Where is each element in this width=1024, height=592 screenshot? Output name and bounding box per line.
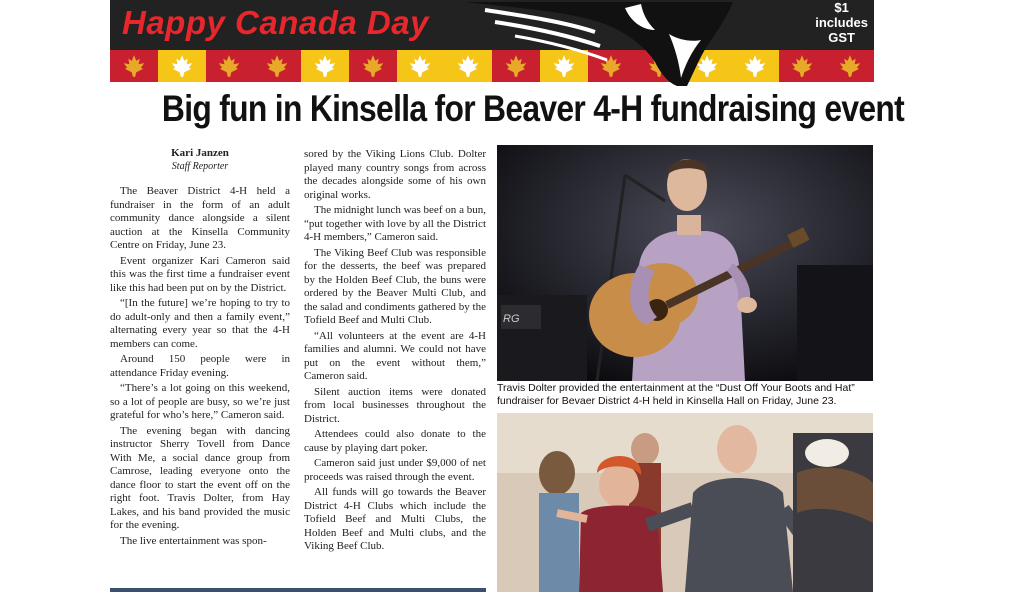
article-headline: Big fun in Kinsella for Beaver 4-H fundraising event [161,88,905,129]
byline [110,146,290,174]
paragraph: The midnight lunch was beef on a bun, “put together with love by all the District 4-H members,” Cameron said. [304,204,486,243]
leaf-tile [731,50,779,82]
maple-leaf-icon [743,54,767,78]
leaf-tile [206,50,254,82]
leaf-tile [779,50,827,82]
price-box [815,0,868,45]
maple-leaf-icon [217,54,241,78]
leaf-tile [826,50,874,82]
paragraph: The live entertainment was spon- [120,534,267,547]
maple-leaf-icon [265,54,289,78]
leaf-tile [158,50,206,82]
beaver-mascot-logo [455,0,735,88]
paragraph: Silent auction items were donated from local businesses throughout the District. [304,385,486,425]
paragraph: “[In the future] we’re hoping to try to do adult-only and then a family event,” alternating every year so that the 4-H members can come. [110,297,290,350]
paragraph: Cameron said just under $9,000 of net proceeds was raised through the event. [304,457,486,483]
paragraph: Attendees could also donate to the cause by playing dart poker. [304,428,486,454]
author-role: Staff Reporter [171,161,229,172]
paragraph: The evening began with dancing instructor Sherry Tovell from Dance With Me, a social dance group from Camrose, leading everyone onto the dance floor to start the event off on the right foot. Travis Dolter, from Hay Lakes, and his band provided the music for the evening. [110,424,290,531]
leaf-tile [349,50,397,82]
photo-caption: Travis Dolter provided the entertainment at the “Dust Off Your Boots and Hat” fundraiser for Bevaer District 4-H held in Kinsella Hall on Friday, June 23. [497,382,855,407]
photo-musician-performing [497,145,873,381]
maple-leaf-icon [408,54,432,78]
paragraph: Event organizer Kari Cameron said this was the first time a fundraiser event like this had been put on by the District. [110,254,290,294]
paragraph: Around 150 people were in attendance Friday evening. [110,353,290,379]
banner-title: Happy Canada Day [122,4,429,41]
leaf-tile [253,50,301,82]
paragraph: The Beaver District 4-H held a fundraiser in the form of an adult community dance alongside a silent auction at the Kinsella Community Centre on Friday, June 23. [110,185,290,251]
amp-label: RG [503,313,520,325]
paragraph: All funds will go towards the Beaver District 4-H Clubs which include the Tofield Beef and Multi Clubs, the Holden Beef and Multi clubs, and the Viking Beef Club. [304,486,486,552]
leaf-tile [301,50,349,82]
maple-leaf-icon [361,54,385,78]
maple-leaf-icon [313,54,337,78]
paragraph: The Viking Beef Club was responsible for the desserts, the beef was prepared by the Holden Beef Club, the buns were ordered by the Beaver Multi Club, and the salad and condiments gathered by the Tofield Beef and Multi Club. [304,246,486,326]
author-name: Kari Janzen [171,147,229,159]
photo-edge-strip [110,588,486,592]
article-column-1 [110,185,290,550]
photo-dancers [497,413,873,592]
paragraph: “All volunteers at the event are 4-H families and alumni. We could not have put on the event without them,” Cameron said. [304,329,486,382]
maple-leaf-icon [122,54,146,78]
maple-leaf-icon [790,54,814,78]
price-includes: includes [815,15,868,30]
price-tax: GST [828,30,855,45]
maple-leaf-icon [838,54,862,78]
maple-leaf-icon [170,54,194,78]
paragraph: “There’s a lot going on this weekend, so a lot of people are busy, so we’re just grateful for who’s here,” Cameron said. [110,382,290,421]
article-column-2 [304,148,486,556]
leaf-tile [397,50,445,82]
leaf-tile [110,50,158,82]
paragraph: sored by the Viking Lions Club. Dolter played many country songs from across the decades alongside some of his own original works. [304,148,486,201]
price-amount: $1 [834,0,849,15]
